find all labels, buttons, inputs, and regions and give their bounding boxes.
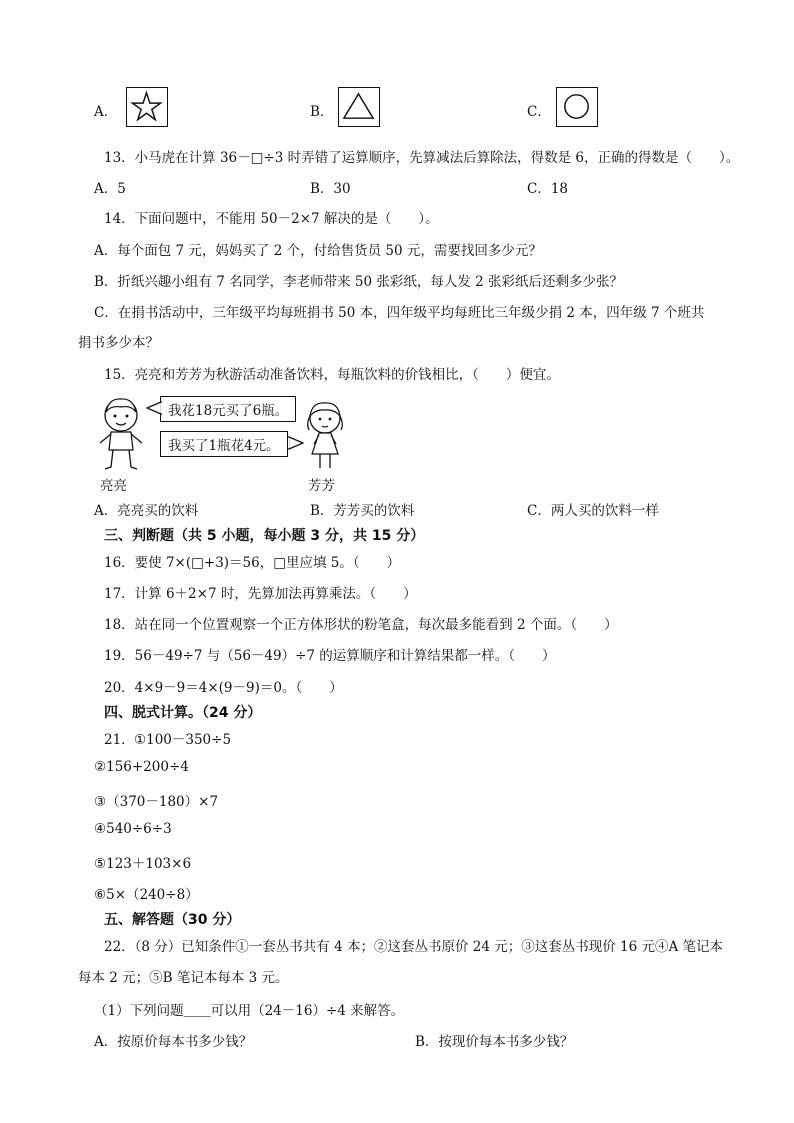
q15-option-a: A．亮亮买的饮料 xyxy=(94,503,199,519)
girl-figure xyxy=(300,398,350,472)
q12-option-a-box xyxy=(126,87,168,127)
q14-option-c-cont: 捐书多少本？ xyxy=(78,335,159,351)
q21-item-2: ②156+200÷4 xyxy=(94,759,189,775)
q21-item-4: ④540÷6÷3 xyxy=(94,821,172,837)
q13-option-b: B．30 xyxy=(310,181,351,197)
q21-label: 21． xyxy=(104,732,135,748)
circle-icon xyxy=(557,88,596,125)
boy-name: 亮亮 xyxy=(100,478,127,494)
girl-name: 芳芳 xyxy=(308,478,335,494)
triangle-icon xyxy=(339,88,378,125)
q22-option-b: B．按现价每本书多少钱？ xyxy=(415,1034,574,1050)
q12-option-c-letter: C． xyxy=(527,104,551,120)
q22-option-a: A．按原价每本书多少钱？ xyxy=(94,1034,253,1050)
q21-item-3: ③（370－180）×7 xyxy=(94,794,219,810)
section-4-title: 四、脱式计算。（24 分） xyxy=(104,705,262,721)
q12-option-a-letter: A． xyxy=(94,104,118,120)
q22-text-line1: 22．（8 分）已知条件①一套丛书共有 4 本；②这套丛书原价 24 元；③这套丛书现价 16 元④A 笔记本 xyxy=(104,939,724,955)
q14-text: 14．下面问题中，不能用 50－2×7 解决的是（ ）。 xyxy=(104,211,439,227)
q13-option-a: A．5 xyxy=(94,181,126,197)
q12-option-b-letter: B． xyxy=(310,104,334,120)
speech-bubble-boy: 我花18元买了6瓶。 xyxy=(160,396,296,422)
q22-text-line2: 每本 2 元；⑤B 笔记本每本 3 元。 xyxy=(78,970,289,986)
speech-bubble-girl: 我买了1瓶花4元。 xyxy=(160,431,288,457)
q12-option-b-box xyxy=(338,87,380,127)
q12-option-c-box xyxy=(556,87,598,127)
q15-text: 15．亮亮和芳芳为秋游活动准备饮料，每瓶饮料的价钱相比，（ ）便宜。 xyxy=(104,367,560,383)
section-3-title: 三、判断题（共 5 小题，每小题 3 分，共 15 分） xyxy=(104,528,425,544)
q16-text: 16．要使 7×(□+3)＝56，□里应填 5。（ ） xyxy=(104,555,401,571)
q20-text: 20．4×9－9＝4×(9－9)＝0。（ ） xyxy=(104,680,343,696)
q21-item-5: ⑤123＋103×6 xyxy=(94,856,192,872)
q15-option-c: C．两人买的饮料一样 xyxy=(527,503,659,519)
q14-option-a: A．每个面包 7 元，妈妈买了 2 个，付给售货员 50 元，需要找回多少元？ xyxy=(94,243,542,259)
q22-sub-question-1: （1）下列问题＿＿可以用（24－16）÷4 来解答。 xyxy=(94,1003,405,1019)
q18-text: 18．站在同一个位置观察一个正方体形状的粉笔盒，每次最多能看到 2 个面。（ ） xyxy=(104,617,618,633)
q19-text: 19．56－49÷7 与（56－49）÷7 的运算顺序和计算结果都一样。（ ） xyxy=(104,648,556,664)
q21-item-6: ⑥5×（240÷8） xyxy=(94,887,199,903)
q14-option-b: B．折纸兴趣小组有 7 名同学，李老师带来 50 张彩纸，每人发 2 张彩纸后还剩多少张？ xyxy=(94,274,624,290)
q13-text: 13．小马虎在计算 36－□÷3 时弄错了运算顺序，先算减法后算除法，得数是 6，正确的得数是（ ）。 xyxy=(104,150,740,166)
q14-option-c: C．在捐书活动中，三年级平均每班捐书 50 本，四年级平均每班比三年级少捐 2 本，四年级 7 个班共 xyxy=(94,305,705,321)
star-icon xyxy=(127,88,166,125)
q21-item-1: ①100－350÷5 xyxy=(134,732,232,748)
q13-option-c: C．18 xyxy=(527,181,569,197)
bubble-tail-left xyxy=(146,400,162,416)
q15-option-b: B．芳芳买的饮料 xyxy=(310,503,415,519)
section-5-title: 五、解答题（30 分） xyxy=(104,912,241,928)
boy-figure xyxy=(95,395,147,473)
q17-text: 17．计算 6＋2×7 时，先算加法再算乘法。（ ） xyxy=(104,586,417,602)
